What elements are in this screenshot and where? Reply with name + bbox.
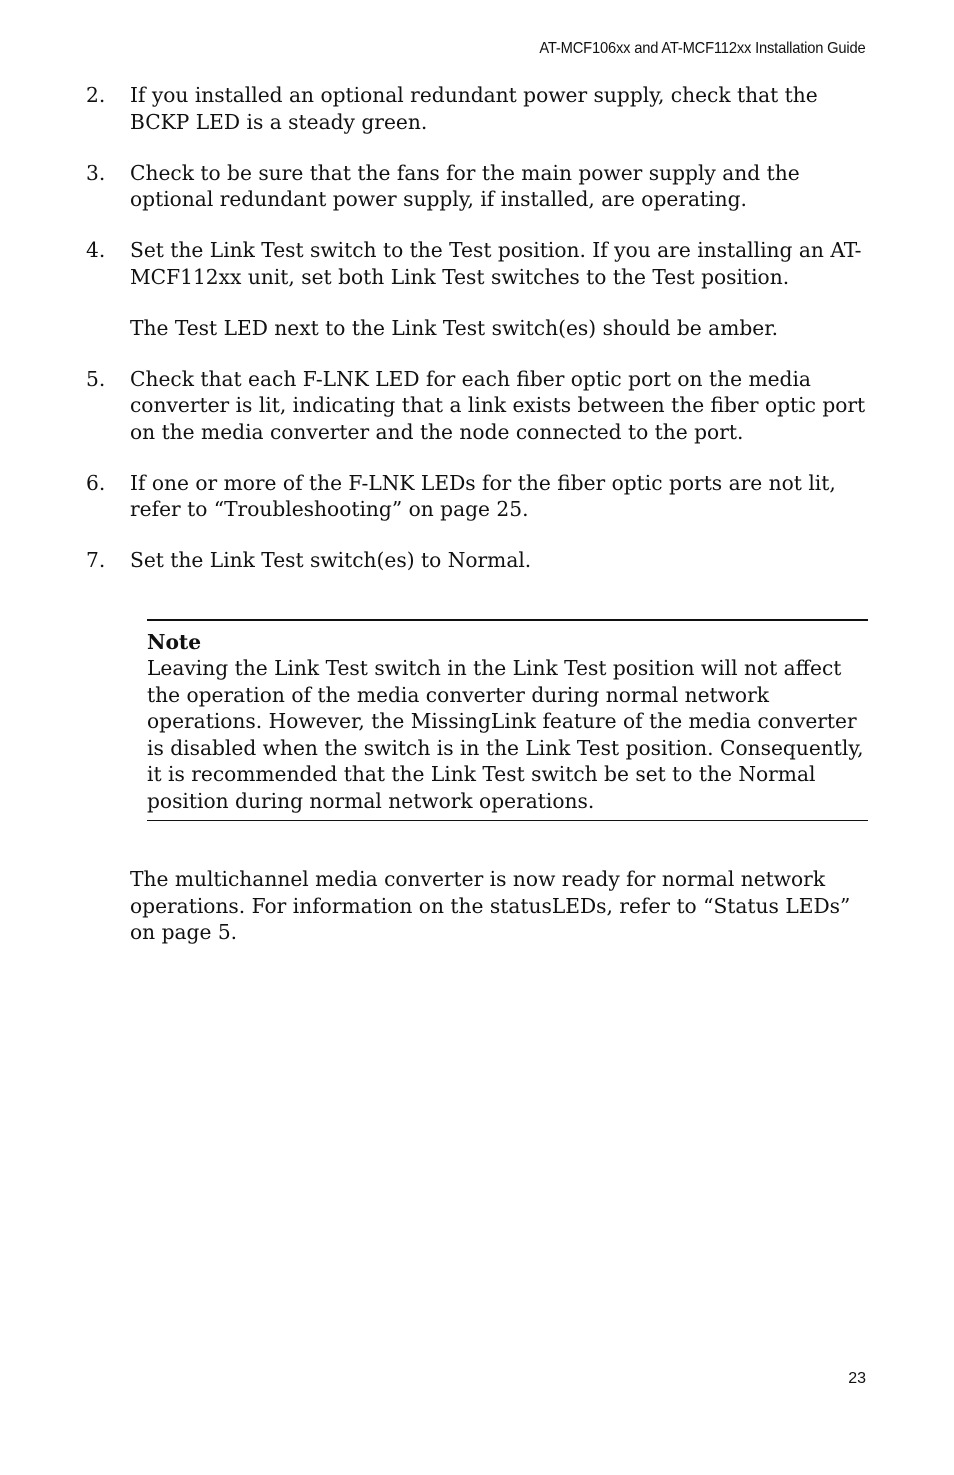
step-text: Set the Link Test switch(es) to Normal. xyxy=(130,548,532,572)
step-followup-text: The Test LED next to the Link Test switch(es) should be amber. xyxy=(130,315,779,340)
closing-paragraph: The multichannel media converter is now ready for normal network operations. For information on the statusLEDs, refer to “Status LEDs” on page 5. xyxy=(130,867,851,944)
page-number: 23 xyxy=(848,1370,866,1387)
step-text: Set the Link Test switch to the Test position. If you are installing an AT-MCF112xx unit, set both Link Test switches to the Test position. xyxy=(130,238,862,289)
step-text: If you installed an optional redundant power supply, check that the BCKP LED is a steady green. xyxy=(130,83,818,134)
step-text: Check to be sure that the fans for the main power supply and the optional redundant power supply, if installed, are operating. xyxy=(130,160,800,211)
step-number: 5. xyxy=(86,366,106,391)
running-header: AT-MCF106xx and AT-MCF112xx Installation Guide xyxy=(539,40,866,57)
note-box xyxy=(147,619,868,822)
step-number: 3. xyxy=(86,160,106,185)
step-6 xyxy=(86,470,868,523)
step-5 xyxy=(86,366,868,446)
page-content xyxy=(86,82,868,946)
step-2 xyxy=(86,82,868,135)
step-text: Check that each F-LNK LED for each fiber optic port on the media converter is lit, indicating that a link exists between the fiber optic port on the media converter and the node connected to the port. xyxy=(130,366,866,444)
step-4 xyxy=(86,237,868,341)
step-number: 7. xyxy=(86,548,106,572)
step-number: 4. xyxy=(86,238,106,262)
note-body: Leaving the Link Test switch in the Link Test position will not affect the operation of the media converter during normal network operations. However, the MissingLink feature of the media converter is disabled when the switch is in the Link Test position. Consequently, it is recommended that the Link Test switch be set to the Normal position during normal network operations. xyxy=(147,656,864,813)
step-number: 2. xyxy=(86,83,106,107)
step-number: 6. xyxy=(86,470,106,495)
step-text: If one or more of the F-LNK LEDs for the fiber optic ports are not lit, refer to “Troubleshooting” on page 25. xyxy=(130,470,836,521)
step-3 xyxy=(86,160,868,213)
step-7 xyxy=(86,547,868,574)
note-title: Note xyxy=(147,629,202,654)
